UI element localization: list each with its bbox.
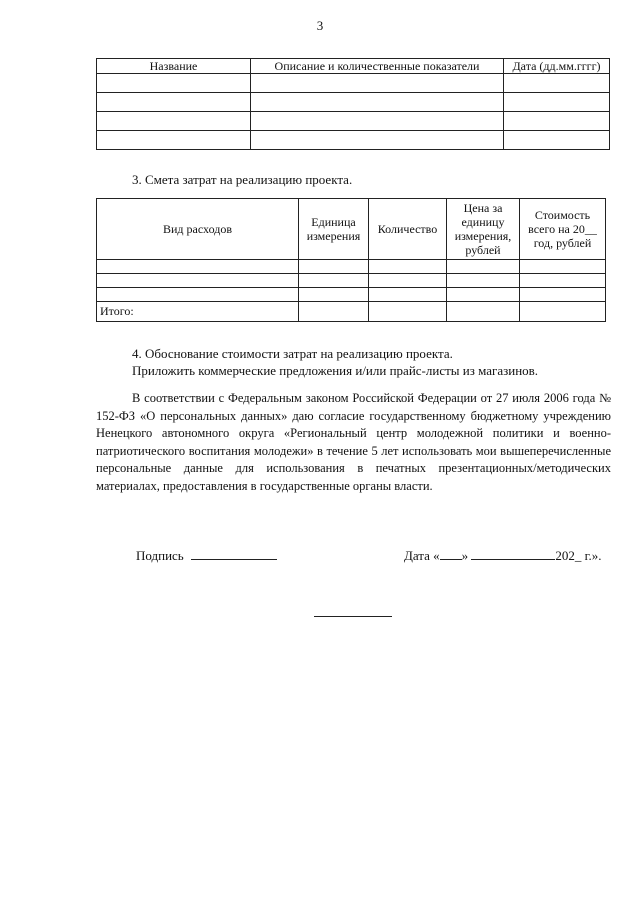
date-day-field[interactable] [440,547,462,560]
date-year: 202_ [555,548,582,563]
budget-table [96,198,606,322]
date-mid: » [461,548,469,563]
table-cell[interactable] [504,93,610,112]
signature-field[interactable] [191,547,277,560]
signature-label: Подпись [136,548,184,563]
table-cell[interactable] [369,260,447,274]
column-header-date: Дата (дд.мм.гггг) [504,59,610,74]
table-cell[interactable] [447,288,520,302]
table-cell[interactable] [520,288,606,302]
table-total-row [97,302,606,322]
table-cell[interactable] [251,93,504,112]
table-row [97,274,606,288]
total-label: Итого: [97,302,299,322]
table-cell[interactable] [251,112,504,131]
table-row [97,260,606,274]
table-row [97,93,610,112]
column-header-name: Название [97,59,251,74]
date-month-field[interactable] [471,547,555,560]
date-prefix: Дата « [404,548,440,563]
table-header-row [97,199,606,260]
column-header-expense-type: Вид расходов [97,199,299,260]
table-cell[interactable] [97,288,299,302]
table-cell[interactable] [97,274,299,288]
column-header-description: Описание и количественные показатели [251,59,504,74]
table-cell[interactable] [251,74,504,93]
table-cell[interactable] [447,274,520,288]
table-row [97,112,610,131]
table-cell[interactable] [97,93,251,112]
table-cell[interactable] [504,112,610,131]
column-header-quantity: Количество [369,199,447,260]
column-header-total-cost: Стоимость всего на 20__ год, рублей [520,199,606,260]
table-cell[interactable] [504,74,610,93]
table-cell[interactable] [447,260,520,274]
date-line [404,547,602,564]
table-cell[interactable] [97,74,251,93]
table-cell[interactable] [520,302,606,322]
table-cell[interactable] [97,131,251,150]
table-row [97,288,606,302]
table-cell[interactable] [299,288,369,302]
table-cell[interactable] [97,112,251,131]
section-4-note: Приложить коммерческие предложения и/или прайс-листы из магазинов. [132,363,539,378]
table-cell[interactable] [447,302,520,322]
results-table [96,58,610,150]
table-cell[interactable] [369,302,447,322]
table-cell[interactable] [97,260,299,274]
table-row [97,74,610,93]
table-cell[interactable] [520,260,606,274]
column-header-unit: Единица измерения [299,199,369,260]
table-cell[interactable] [520,274,606,288]
end-rule [314,616,392,617]
table-cell[interactable] [504,131,610,150]
section-3-heading: 3. Смета затрат на реализацию проекта. [132,172,353,187]
table-header-row [97,59,610,74]
table-cell[interactable] [369,288,447,302]
section-4-heading: 4. Обоснование стоимости затрат на реализацию проекта. [132,346,453,361]
date-suffix: г.». [584,548,602,563]
page-number: 3 [316,18,324,33]
table-cell[interactable] [299,274,369,288]
table-cell[interactable] [251,131,504,150]
table-row [97,131,610,150]
table-cell[interactable] [299,260,369,274]
signature-line [136,547,277,564]
table-cell[interactable] [369,274,447,288]
consent-paragraph: В соответствии с Федеральным законом Российской Федерации от 27 июля 2006 года № 152-ФЗ «О персональных данных» даю согласие государственному бюджетному учреждению Ненецкого автономного округа «Региональный центр молодежной политики и военно-патриотического воспитания молодежи» в течение 5 лет использовать мои вышеперечисленные персональные данные для использования в печатных презентационных/методических материалах, предоставления в государственные органы власти. [96,391,611,493]
column-header-unit-price: Цена за единицу измерения, рублей [447,199,520,260]
table-cell[interactable] [299,302,369,322]
